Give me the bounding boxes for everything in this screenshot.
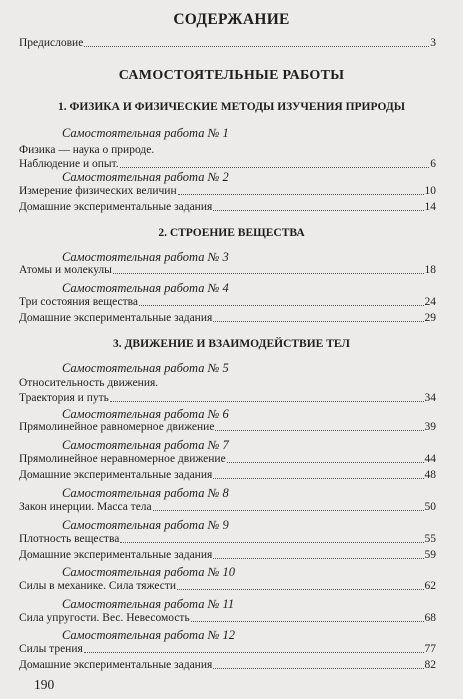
leader-dots bbox=[213, 209, 423, 211]
toc-entry-page: 59 bbox=[424, 549, 436, 561]
toc-entry-text: Домашние экспериментальные задания bbox=[19, 659, 213, 671]
work-heading: Самостоятельная работа № 6 bbox=[62, 407, 229, 421]
toc-entry-text: Измерение физических величин bbox=[19, 185, 177, 197]
toc-entry-page: 18 bbox=[424, 264, 436, 276]
toc-entry-text: Наблюдение и опыт. bbox=[19, 158, 119, 170]
work-heading: Самостоятельная работа № 4 bbox=[62, 281, 229, 295]
work-heading: Самостоятельная работа № 7 bbox=[62, 438, 229, 452]
toc-entry bbox=[19, 157, 436, 171]
section-heading: 2. СТРОЕНИЕ ВЕЩЕСТВА bbox=[158, 227, 305, 239]
leader-dots bbox=[110, 400, 424, 402]
toc-entry bbox=[19, 468, 436, 482]
work-heading: Самостоятельная работа № 8 bbox=[62, 486, 229, 500]
toc-entry-page: 34 bbox=[424, 392, 436, 404]
toc-entry bbox=[19, 500, 436, 514]
toc-entry-text: Прямолинейное неравномерное движение bbox=[19, 453, 226, 465]
work-heading: Самостоятельная работа № 11 bbox=[62, 597, 235, 611]
toc-entry bbox=[19, 184, 436, 198]
work-heading: Самостоятельная работа № 5 bbox=[62, 361, 229, 375]
leader-dots bbox=[213, 477, 423, 479]
toc-entry-text: Домашние экспериментальные задания bbox=[19, 201, 213, 213]
toc-line: Физика — наука о природе. bbox=[19, 144, 155, 156]
work-heading: Самостоятельная работа № 3 bbox=[62, 250, 229, 264]
toc-entry-page: 62 bbox=[424, 580, 436, 592]
work-heading: Самостоятельная работа № 9 bbox=[62, 518, 229, 532]
toc-line: Относительность движения. bbox=[19, 377, 159, 389]
toc-entry bbox=[19, 295, 436, 309]
toc-entry bbox=[19, 311, 436, 325]
toc-entry bbox=[19, 420, 436, 434]
leader-dots bbox=[178, 193, 424, 195]
leader-dots bbox=[120, 541, 423, 543]
leader-dots bbox=[191, 620, 424, 622]
toc-entry-text: Домашние экспериментальные задания bbox=[19, 549, 213, 561]
work-heading: Самостоятельная работа № 12 bbox=[62, 628, 235, 642]
toc-entry-page: 24 bbox=[424, 296, 436, 308]
toc-entry bbox=[19, 548, 436, 562]
toc-entry-page: 10 bbox=[424, 185, 436, 197]
toc-entry bbox=[19, 200, 436, 214]
leader-dots bbox=[227, 461, 424, 463]
toc-entry bbox=[19, 642, 436, 656]
toc-entry-text: Закон инерции. Масса тела bbox=[19, 501, 152, 513]
leader-dots bbox=[84, 651, 424, 653]
work-heading: Самостоятельная работа № 1 bbox=[62, 126, 229, 140]
leader-dots bbox=[213, 557, 423, 559]
toc-entry-text: Силы в механике. Сила тяжести bbox=[19, 580, 177, 592]
leader-dots bbox=[84, 45, 429, 47]
toc-entry-page: 3 bbox=[430, 37, 436, 49]
leader-dots bbox=[215, 429, 423, 431]
toc-entry-page: 44 bbox=[424, 453, 436, 465]
leader-dots bbox=[177, 588, 423, 590]
toc-entry bbox=[19, 532, 436, 546]
toc-entry bbox=[19, 579, 436, 593]
leader-dots bbox=[213, 320, 423, 322]
work-heading: Самостоятельная работа № 2 bbox=[62, 170, 229, 184]
toc-entry-text: Сила упругости. Вес. Невесомость bbox=[19, 612, 190, 624]
toc-entry-text: Предисловие bbox=[19, 37, 84, 49]
toc-entry-page: 50 bbox=[424, 501, 436, 513]
toc-entry-page: 14 bbox=[424, 201, 436, 213]
toc-entry-page: 29 bbox=[424, 312, 436, 324]
section-heading: 3. ДВИЖЕНИЕ И ВЗАИМОДЕЙСТВИЕ ТЕЛ bbox=[113, 338, 350, 350]
leader-dots bbox=[113, 272, 424, 274]
toc-entry-page: 77 bbox=[424, 643, 436, 655]
toc-entry-text: Траектория и путь bbox=[19, 392, 109, 404]
toc-entry-text: Атомы и молекулы bbox=[19, 264, 112, 276]
toc-entry-text: Домашние экспериментальные задания bbox=[19, 312, 213, 324]
page-title: СОДЕРЖАНИЕ bbox=[173, 11, 290, 28]
leader-dots bbox=[120, 166, 430, 168]
toc-entry-preface bbox=[19, 36, 436, 50]
toc-entry bbox=[19, 391, 436, 405]
toc-entry-page: 48 bbox=[424, 469, 436, 481]
toc-entry-page: 55 bbox=[424, 533, 436, 545]
page-number: 190 bbox=[34, 677, 55, 692]
toc-entry-text: Три состояния вещества bbox=[19, 296, 139, 308]
leader-dots bbox=[139, 304, 423, 306]
work-heading: Самостоятельная работа № 10 bbox=[62, 565, 235, 579]
toc-entry-text: Прямолинейное равномерное движение bbox=[19, 421, 215, 433]
toc-entry bbox=[19, 611, 436, 625]
toc-entry-page: 68 bbox=[424, 612, 436, 624]
leader-dots bbox=[213, 667, 423, 669]
toc-entry bbox=[19, 263, 436, 277]
toc-entry-text: Плотность вещества bbox=[19, 533, 120, 545]
toc-entry bbox=[19, 658, 436, 672]
leader-dots bbox=[153, 509, 424, 511]
toc-entry-text: Силы трения bbox=[19, 643, 83, 655]
toc-entry-text: Домашние экспериментальные задания bbox=[19, 469, 213, 481]
part-title: САМОСТОЯТЕЛЬНЫЕ РАБОТЫ bbox=[118, 68, 345, 83]
section-heading: 1. ФИЗИКА И ФИЗИЧЕСКИЕ МЕТОДЫ ИЗУЧЕНИЯ ПРИРОДЫ bbox=[57, 101, 406, 113]
toc-entry-page: 82 bbox=[424, 659, 436, 671]
toc-entry-page: 39 bbox=[424, 421, 436, 433]
toc-entry bbox=[19, 452, 436, 466]
toc-entry-page: 6 bbox=[430, 158, 436, 170]
